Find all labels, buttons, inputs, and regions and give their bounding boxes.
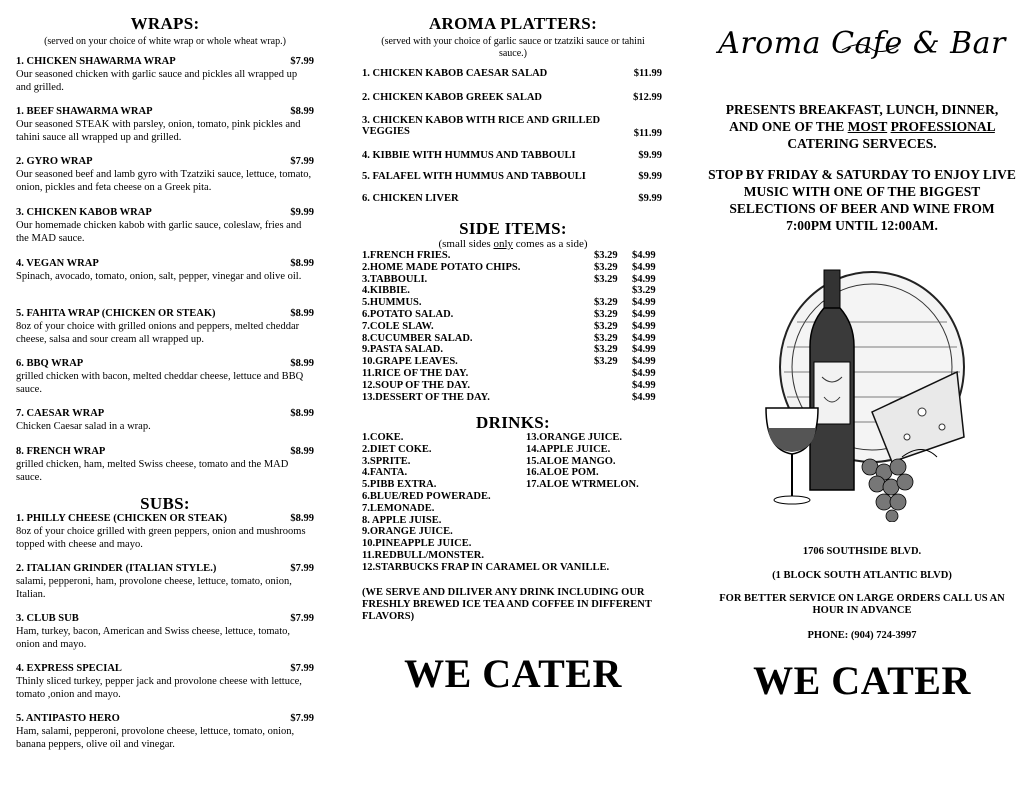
subs-heading: SUBS: (140, 494, 190, 513)
wrap-item-name: 3. CHICKEN KABOB WRAP (16, 207, 152, 218)
side-item-name: 10.GRAPE LEAVES. (362, 356, 458, 368)
side-item-large-price: $4.99 (632, 320, 656, 332)
wrap-item-name: 4. VEGAN WRAP (16, 258, 99, 269)
sub-item-price: $7.99 (290, 663, 314, 674)
presents-most: MOST (847, 119, 888, 134)
platter-item-name: 5. FALAFEL WITH HUMMUS AND TABBOULI (362, 171, 586, 182)
side-item-large-price: $4.99 (632, 332, 656, 344)
platters-heading: AROMA PLATTERS: (428, 14, 598, 33)
brand-column (700, 0, 1024, 790)
wrap-item (16, 56, 314, 94)
side-item-large-price: $4.99 (632, 391, 656, 403)
side-item-large-price: $4.99 (632, 356, 656, 368)
wrap-item-desc: grilled chicken, ham, melted Swiss cheese, tomato and the MAD sauce. (16, 459, 289, 483)
sub-item-price: $8.99 (290, 513, 314, 524)
side-item-small-price: $3.29 (594, 250, 618, 261)
sub-item-desc: Ham, salami, pepperoni, provolone cheese, lettuce, tomato, onion, banana peppers, olive oil and vinegar. (16, 726, 295, 750)
sub-item-desc: Ham, turkey, bacon, American and Swiss cheese, lettuce, tomato, onion and mayo. (16, 626, 290, 650)
wraps-subtitle: (served on your choice of white wrap or whole wheat wrap.) (44, 36, 286, 47)
side-item-name: 3.TABBOULI. (362, 273, 428, 285)
side-item-small-price: $3.29 (594, 356, 618, 368)
sub-item-name: 5. ANTIPASTO HERO (16, 713, 120, 724)
wraps-subs-column (0, 0, 330, 790)
side-item (362, 368, 662, 380)
side-item-name: 7.COLE SLAW. (362, 320, 434, 332)
side-item-small-price: $3.29 (594, 273, 618, 285)
wrap-item-price: $8.99 (290, 106, 314, 117)
side-item-name: 8.CUCUMBER SALAD. (362, 332, 473, 344)
side-item-small-price: $3.29 (594, 261, 618, 273)
presents-text (710, 101, 1014, 152)
wrap-item-desc: grilled chicken with bacon, melted cheddar cheese, lettuce and BBQ sauce. (16, 371, 304, 395)
wrap-item-price: $7.99 (290, 156, 314, 167)
drink-item: 8. APPLE JUISE. (362, 514, 442, 526)
side-item (362, 344, 662, 356)
wrap-item-price: $9.99 (290, 207, 314, 218)
platter-item (362, 171, 662, 182)
drink-item: 9.ORANGE JUICE. (362, 526, 453, 538)
wrap-item-desc: Our seasoned STEAK with parsley, onion, tomato, pink pickles and tahini sauce all wrapped up and grilled. (16, 119, 301, 143)
wrap-item-name: 1. BEEF SHAWARMA WRAP (16, 106, 153, 117)
side-item-small-price: $3.29 (594, 344, 618, 356)
platter-item-price: $12.99 (633, 92, 662, 103)
platter-item (362, 92, 662, 103)
platter-item-price: $9.99 (638, 150, 662, 161)
we-cater-center: WE CATER (404, 651, 622, 696)
wrap-item (16, 408, 314, 433)
wrap-item-price: $8.99 (290, 258, 314, 269)
side-item-large-price: $4.99 (632, 273, 656, 285)
presents-part2: CATERING SERVECES. (787, 136, 937, 151)
wrap-item-name: 8. FRENCH WRAP (16, 446, 106, 457)
sub-item-price: $7.99 (290, 613, 314, 624)
platter-item-name: 4. KIBBIE WITH HUMMUS AND TABBOULI (362, 150, 576, 161)
side-item-large-price: $4.99 (632, 379, 656, 391)
wrap-item-name: 5. FAHITA WRAP (CHICKEN OR STEAK) (16, 308, 216, 319)
platter-item (362, 115, 662, 137)
drinks-heading: DRINKS: (476, 413, 550, 432)
platter-item-price: $9.99 (638, 171, 662, 182)
side-item (362, 321, 662, 333)
sides-note-post: comes as a side) (513, 238, 588, 250)
phone-line: PHONE: (904) 724-3997 (807, 630, 917, 641)
platter-item-price: $9.99 (638, 193, 662, 204)
side-item-name: 11.RICE OF THE DAY. (362, 368, 469, 379)
wrap-item-price: $8.99 (290, 446, 314, 457)
sub-item-desc: salami, pepperoni, ham, provolone cheese, lettuce, tomato, onion, Italian. (16, 576, 292, 600)
wrap-item-price: $8.99 (290, 408, 314, 419)
wrap-item-price: $8.99 (290, 308, 314, 319)
platter-item-price: $11.99 (633, 68, 662, 79)
wrap-item-name: 6. BBQ WRAP (16, 358, 84, 369)
side-item-small-price: $3.29 (594, 320, 618, 332)
drink-item: 13.ORANGE JUICE. (526, 432, 622, 443)
sides-note (348, 238, 678, 250)
sides-note-only: only (493, 238, 514, 250)
drink-item: 10.PINEAPPLE JUICE. (362, 538, 472, 550)
wrap-item-name: 7. CAESAR WRAP (16, 408, 105, 419)
side-item-small-price: $3.29 (594, 309, 618, 320)
sub-item (16, 513, 314, 551)
presents-professional: PROFESSIONAL (890, 119, 995, 134)
side-item (362, 309, 662, 321)
side-item-large-price: $4.99 (632, 344, 656, 356)
wrap-item (16, 308, 314, 346)
side-item-name: 6.POTATO SALAD. (362, 309, 454, 320)
sub-item-desc: Thinly sliced turkey, pepper jack and provolone cheese with lettuce, tomato ,onion and mayo. (16, 676, 302, 700)
side-item (362, 356, 662, 368)
side-item-name: 5.HUMMUS. (362, 297, 422, 309)
service-note: FOR BETTER SERVICE ON LARGE ORDERS CALL US AN HOUR IN ADVANCE (719, 593, 1005, 616)
side-item (362, 250, 662, 262)
platters-sides-drinks-column (348, 0, 678, 790)
side-item-name: 9.PASTA SALAD. (362, 344, 444, 356)
side-item (362, 392, 662, 404)
wrap-item (16, 156, 314, 194)
wrap-item-name: 2. GYRO WRAP (16, 156, 93, 167)
drink-item: 2.DIET COKE. (362, 443, 432, 455)
sub-item-price: $7.99 (290, 713, 314, 724)
we-cater-right: WE CATER (753, 658, 971, 703)
wine-cheese-illustration-icon (752, 262, 968, 522)
sides-note-pre: (small sides (438, 238, 494, 250)
platter-item-name: 1. CHICKEN KABOB CAESAR SALAD (362, 68, 548, 79)
sub-item (16, 563, 314, 601)
side-item-large-price: $4.99 (632, 261, 656, 273)
sub-item (16, 713, 314, 751)
wrap-item-desc: Our seasoned chicken with garlic sauce and pickles all wrapped up and grilled. (16, 69, 298, 93)
side-item (362, 262, 662, 274)
drink-item: 15.ALOE MANGO. (526, 455, 616, 467)
drink-item: 4.FANTA. (362, 467, 408, 479)
sub-item-name: 2. ITALIAN GRINDER (ITALIAN STYLE.) (16, 563, 217, 574)
platter-item-name: 2. CHICKEN KABOB GREEK SALAD (362, 92, 542, 103)
wrap-item-desc: Spinach, avocado, tomato, onion, salt, pepper, vinegar and olive oil. (16, 271, 302, 282)
side-item (362, 333, 662, 345)
drink-item: 1.COKE. (362, 432, 404, 443)
side-item (362, 297, 662, 309)
side-item (362, 380, 662, 392)
wrap-item (16, 358, 314, 396)
drinks-note: (WE SERVE AND DILIVER ANY DRINK INCLUDING OUR FRESHLY BREWED ICE TEA AND COFFEE IN DIFFERENT FLAVORS) (362, 587, 652, 622)
side-item (362, 274, 662, 286)
drink-item: 3.SPRITE. (362, 455, 411, 467)
wrap-item (16, 258, 314, 283)
drink-item: 17.ALOE WTRMELON. (526, 479, 639, 491)
side-item-small-price: $3.29 (594, 297, 618, 309)
cafe-logo: Aroma Cafe & Bar (718, 26, 1006, 61)
live-music-text: STOP BY FRIDAY & SATURDAY TO ENJOY LIVE MUSIC WITH ONE OF THE BIGGEST SELECTIONS OF BEER AND WINE FROM 7:00PM UNTIL 12:00AM. (708, 167, 1016, 233)
drink-item: 12.STARBUCKS FRAP IN CARAMEL OR VANILLE. (362, 561, 610, 573)
platter-item-name: 3. CHICKEN KABOB WITH RICE AND GRILLED VEGGIES (362, 115, 601, 137)
sub-item (16, 663, 314, 701)
logo-flourish-icon (840, 38, 900, 58)
drink-item: 5.PIBB EXTRA. (362, 479, 437, 491)
side-item-large-price: $4.99 (632, 368, 656, 379)
sub-item-name: 3. CLUB SUB (16, 613, 79, 624)
wrap-item-desc: Our homemade chicken kabob with garlic sauce, coleslaw, fries and the MAD sauce. (16, 220, 302, 244)
side-item-name: 12.SOUP OF THE DAY. (362, 379, 471, 391)
side-item-large-price: $3.29 (632, 285, 656, 297)
wrap-item (16, 446, 314, 484)
sub-item-price: $7.99 (290, 563, 314, 574)
drink-item: 7.LEMONADE. (362, 502, 435, 514)
side-item-name: 4.KIBBIE. (362, 285, 410, 297)
sub-item (16, 613, 314, 651)
wrap-item-desc: 8oz of your choice with grilled onions and peppers, melted cheddar cheese, salsa and sour cream all wrapped up. (16, 321, 300, 345)
side-item-name: 2.HOME MADE POTATO CHIPS. (362, 261, 521, 273)
sub-item-name: 4. EXPRESS SPECIAL (16, 663, 122, 674)
wrap-item-desc: Chicken Caesar salad in a wrap. (16, 421, 151, 432)
side-item-large-price: $4.99 (632, 297, 656, 309)
side-item-small-price: $3.29 (594, 332, 618, 344)
drink-item: 14.APPLE JUICE. (526, 443, 611, 455)
drink-item: 16.ALOE POM. (526, 467, 599, 479)
wrap-item (16, 207, 314, 245)
wrap-item (16, 106, 314, 144)
platter-item (362, 193, 662, 204)
side-item-name: 1.FRENCH FRIES. (362, 250, 451, 261)
wrap-item-price: $7.99 (290, 56, 314, 67)
wrap-item-price: $8.99 (290, 358, 314, 369)
side-item-large-price: $4.99 (632, 309, 656, 320)
side-item (362, 285, 662, 297)
wrap-item-name: 1. CHICKEN SHAWARMA WRAP (16, 56, 176, 67)
platter-item-price: $11.99 (633, 128, 662, 139)
sub-item-desc: 8oz of your choice grilled with green peppers, onion and mushrooms topped with cheese and mayo. (16, 526, 306, 550)
drink-item: 6.BLUE/RED POWERADE. (362, 491, 491, 502)
side-item-large-price: $4.99 (632, 250, 656, 261)
wrap-item-desc: Our seasoned beef and lamb gyro with Tzatziki sauce, lettuce, tomato, onion, pickles and feta cheese on a Greek pita. (16, 169, 312, 193)
sides-heading: SIDE ITEMS: (459, 219, 567, 238)
platter-item (362, 150, 662, 161)
side-item-name: 13.DESSERT OF THE DAY. (362, 391, 490, 403)
presents-part1: PRESENTS BREAKFAST, LUNCH, DINNER, AND ONE OF THE (725, 102, 999, 134)
platter-item (362, 68, 662, 79)
platter-item-name: 6. CHICKEN LIVER (362, 193, 459, 204)
address-note: (1 BLOCK SOUTH ATLANTIC BLVD) (772, 570, 952, 581)
wraps-heading: WRAPS: (130, 14, 200, 33)
drink-item: 11.REDBULL/MONSTER. (362, 550, 484, 561)
sub-item-name: 1. PHILLY CHEESE (CHICKEN OR STEAK) (16, 513, 228, 524)
address-line: 1706 SOUTHSIDE BLVD. (802, 546, 922, 557)
platters-subtitle: (served with your choice of garlic sauce or tzatziki sauce or tahini sauce.) (381, 36, 645, 59)
